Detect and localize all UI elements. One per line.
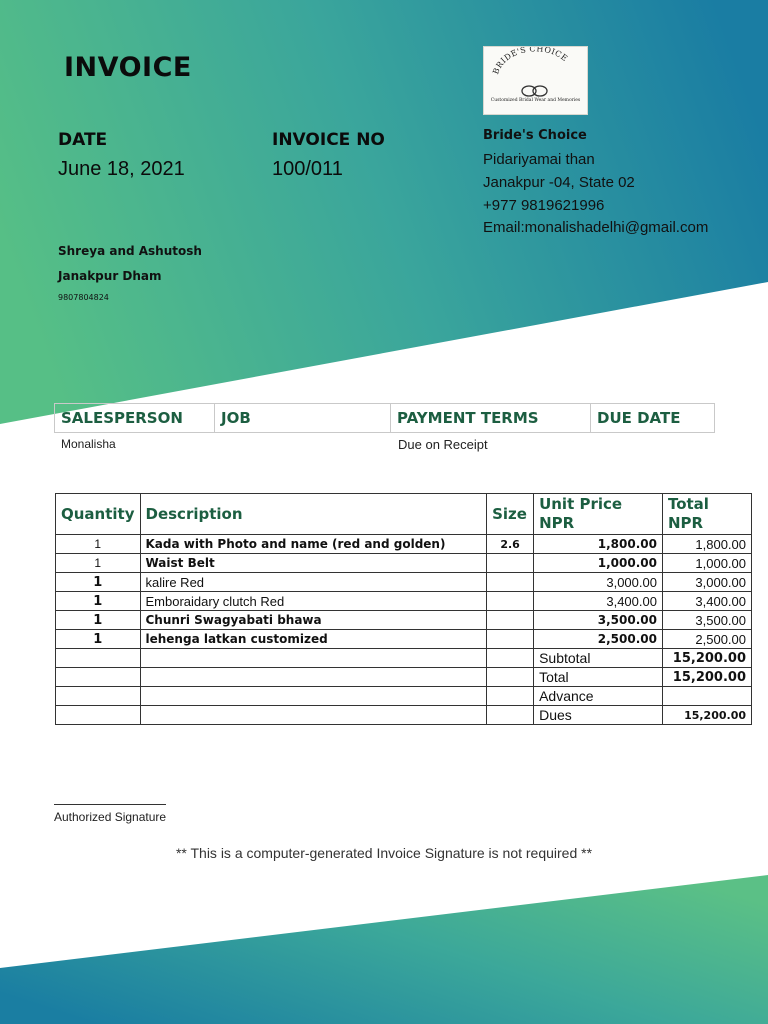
invoice-no-label: INVOICE NO	[272, 130, 385, 150]
footer-note: ** This is a computer-generated Invoice Signature is not required **	[175, 845, 593, 861]
row-size	[487, 611, 534, 630]
dues-value: 15,200.00	[662, 706, 751, 725]
company-logo	[483, 46, 588, 115]
job-header: JOB	[215, 404, 391, 433]
total-row	[56, 668, 752, 687]
salesperson-value: Monalisha	[61, 437, 116, 451]
total-header	[662, 494, 751, 535]
dues-row	[56, 706, 752, 725]
payment-terms-header: PAYMENT TERMS	[391, 404, 591, 433]
logo-arc-text: BRIDE'S CHOICE	[491, 47, 570, 76]
advance-value	[662, 687, 751, 706]
unit-price-header: Unit Price NPR	[534, 494, 663, 535]
row-description: lehenga latkan customized	[140, 630, 487, 649]
table-row	[56, 573, 752, 592]
row-size	[487, 554, 534, 573]
row-quantity: 1	[56, 592, 141, 611]
row-description: Kada with Photo and name (red and golden)	[140, 535, 487, 554]
advance-row	[56, 687, 752, 706]
description-header: Description	[140, 494, 487, 535]
row-total: 3,400.00	[662, 592, 751, 611]
company-phone: +977 9819621996	[483, 197, 605, 214]
client-address: Janakpur Dham	[58, 269, 162, 283]
row-total: 3,000.00	[662, 573, 751, 592]
row-description: kalire Red	[140, 573, 487, 592]
client-name: Shreya and Ashutosh	[58, 244, 202, 258]
company-address-line1: Pidariyamai than	[483, 151, 595, 168]
bottom-gradient-band	[0, 875, 768, 1024]
table-row	[56, 611, 752, 630]
row-quantity: 1	[56, 535, 141, 554]
advance-label: Advance	[534, 687, 663, 706]
row-unit-price: 3,000.00	[534, 573, 663, 592]
row-quantity: 1	[56, 630, 141, 649]
size-header: Size	[487, 494, 534, 535]
signature-label: Authorized Signature	[54, 810, 167, 824]
logo-tagline: Customized Bridal Wear and Memories	[490, 98, 581, 103]
meta-table	[54, 403, 715, 433]
row-size	[487, 573, 534, 592]
salesperson-header: SALESPERSON	[55, 404, 215, 433]
row-unit-price: 1,000.00	[534, 554, 663, 573]
row-total: 2,500.00	[662, 630, 751, 649]
total-header-line1: Total	[667, 495, 709, 513]
row-size	[487, 630, 534, 649]
invoice-no-value: 100/011	[272, 158, 343, 180]
row-size: 2.6	[487, 535, 534, 554]
date-value: June 18, 2021	[58, 158, 185, 180]
table-row	[56, 592, 752, 611]
row-description: Emboraidary clutch Red	[140, 592, 487, 611]
row-total: 1,800.00	[662, 535, 751, 554]
due-date-header: DUE DATE	[591, 404, 715, 433]
row-unit-price: 2,500.00	[534, 630, 663, 649]
company-address-line2: Janakpur -04, State 02	[483, 174, 635, 191]
subtotal-label: Subtotal	[534, 649, 663, 668]
dues-label: Dues	[534, 706, 663, 725]
items-table	[55, 493, 752, 725]
row-unit-price: 3,400.00	[534, 592, 663, 611]
table-row	[56, 554, 752, 573]
row-total: 3,500.00	[662, 611, 751, 630]
row-quantity: 1	[56, 611, 141, 630]
total-value: 15,200.00	[662, 668, 751, 687]
invoice-title: INVOICE	[64, 52, 192, 83]
items-header-row	[56, 494, 752, 535]
row-description: Waist Belt	[140, 554, 487, 573]
row-size	[487, 592, 534, 611]
row-quantity: 1	[56, 573, 141, 592]
subtotal-value: 15,200.00	[662, 649, 751, 668]
client-phone: 9807804824	[58, 293, 109, 302]
date-label: DATE	[58, 130, 108, 150]
total-header-line2: NPR	[667, 514, 704, 532]
company-name: Bride's Choice	[483, 128, 587, 143]
payment-terms-value: Due on Receipt	[398, 437, 488, 452]
svg-text:BRIDE'S CHOICE	[491, 47, 569, 75]
signature-line	[54, 804, 166, 805]
row-total: 1,000.00	[662, 554, 751, 573]
quantity-header: Quantity	[56, 494, 141, 535]
row-description: Chunri Swagyabati bhawa	[140, 611, 487, 630]
row-unit-price: 1,800.00	[534, 535, 663, 554]
row-quantity: 1	[56, 554, 141, 573]
company-email: Email:monalishadelhi@gmail.com	[483, 219, 709, 236]
total-label: Total	[534, 668, 663, 687]
table-row	[56, 535, 752, 554]
row-unit-price: 3,500.00	[534, 611, 663, 630]
table-row	[56, 630, 752, 649]
subtotal-row	[56, 649, 752, 668]
